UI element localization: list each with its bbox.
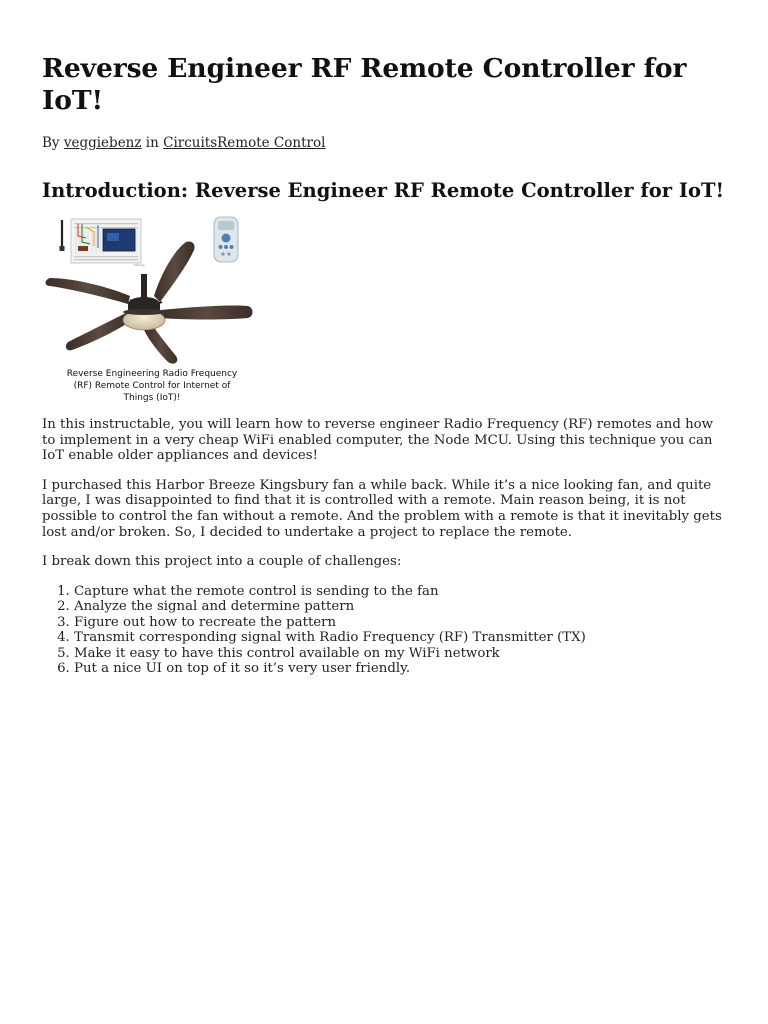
list-item: 2. Analyze the signal and determine pattern <box>74 599 726 615</box>
list-item: 5. Make it easy to have this control available on my WiFi network <box>74 646 726 662</box>
hero-caption-line3: Things (IoT)! <box>123 393 181 403</box>
list-item: 1. Capture what the remote control is sending to the fan <box>74 584 726 600</box>
intro-heading: Introduction: Reverse Engineer RF Remote Controller for IoT! <box>42 179 725 202</box>
hero-caption-line2: (RF) Remote Control for Internet of <box>73 381 231 391</box>
category-link[interactable] <box>163 135 325 151</box>
hero-caption <box>67 369 238 403</box>
list-item: 3. Figure out how to recreate the pattern <box>74 615 726 631</box>
paragraph-intro: In this instructable, you will learn how to reverse engineer Radio Frequency (RF) remotes and how to implement in a very cheap WiFi enabled computer, the Node MCU. Using this technique you can IoT enable older appliances and devices! <box>42 417 714 464</box>
byline-prefix: By <box>42 135 64 151</box>
hero-image[interactable] <box>42 216 256 406</box>
remote-icon <box>214 217 238 262</box>
hero-caption-line1: Reverse Engineering Radio Frequency <box>66 369 238 379</box>
category-label: Circuits <box>163 135 218 151</box>
subcategory-label: Remote Control <box>217 135 326 151</box>
breadboard-icon <box>71 219 145 267</box>
byline-in: in <box>141 135 164 151</box>
list-item: 6. Put a nice UI on top of it so it’s very user friendly. <box>74 661 726 677</box>
paragraph-fan: I purchased this Harbor Breeze Kingsbury fan a while back. While it’s a nice looking fan, and quite large, I was disappointed to find that it is controlled with a remote. Main reason being, it is not possible to control the fan without a remote. And the problem with a remote is that it inevitably gets lost and/or broken. So, I decided to undertake a project to replace the remote. <box>42 477 722 540</box>
paragraph-challenges-lead: I break down this project into a couple of challenges: <box>42 554 402 570</box>
antenna-icon <box>60 220 65 251</box>
author-link[interactable]: veggiebenz <box>63 135 142 151</box>
challenge-list <box>42 584 726 677</box>
byline <box>42 134 726 152</box>
svg-text:fritzing: fritzing <box>134 263 145 267</box>
list-item: 4. Transmit corresponding signal with Radio Frequency (RF) Transmitter (TX) <box>74 630 726 646</box>
article-title: Reverse Engineer RF Remote Controller for IoT! <box>42 53 687 116</box>
